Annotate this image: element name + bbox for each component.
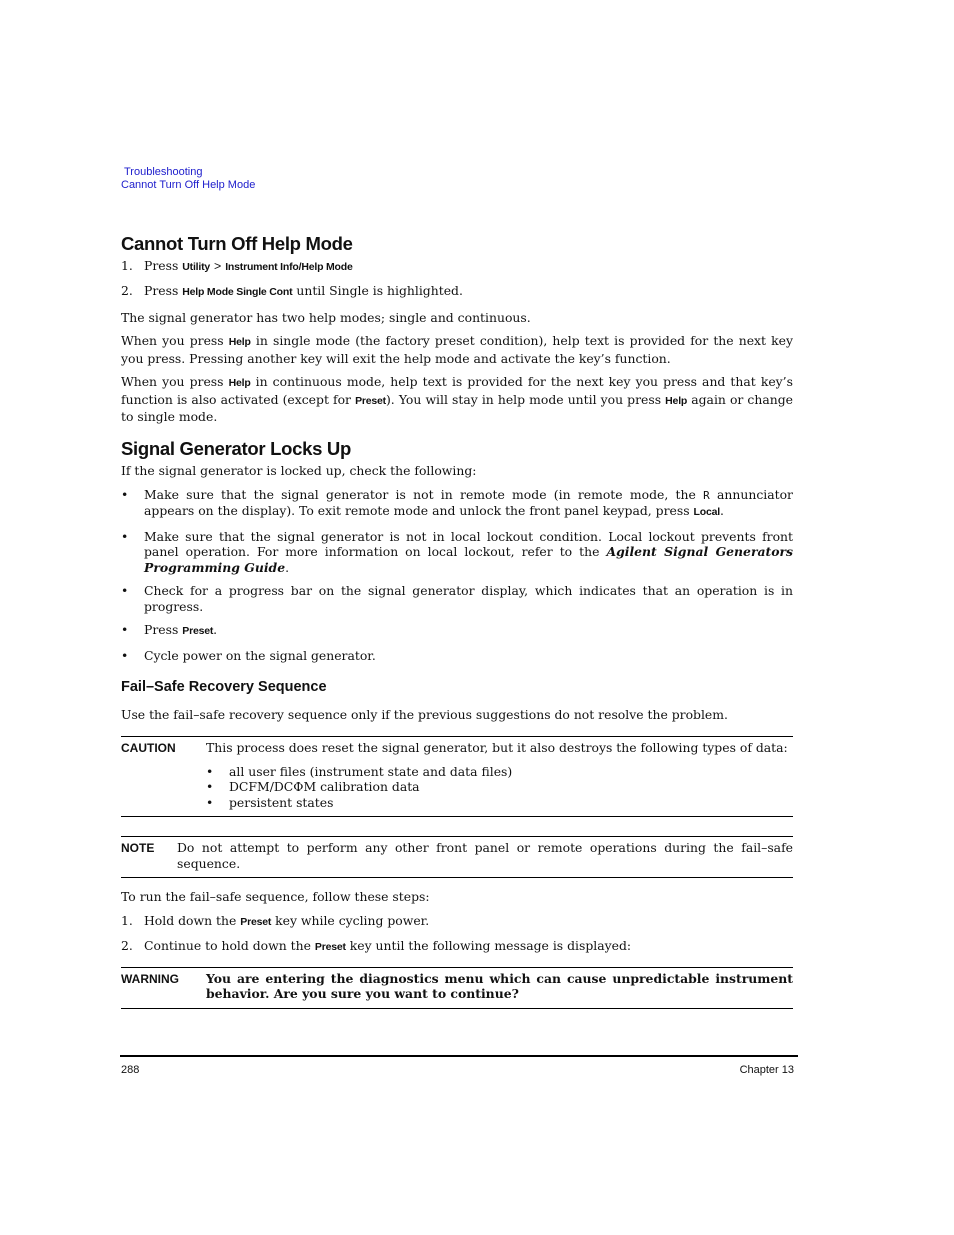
step-number: 2. [121,938,133,953]
key-preset: Preset [240,915,272,928]
paragraph: Use the fail–safe recovery sequence only if the previous suggestions do not resolve the problem. [121,706,728,722]
paragraph: If the signal generator is locked up, check the following: [121,463,477,478]
note-box [121,836,793,878]
paragraph: The signal generator has two help modes; single and continuous. [121,309,531,325]
key-preset: Preset [314,941,346,953]
footer-divider [120,1055,798,1057]
key-utility: Utility [182,260,211,273]
note-text: Do not attempt to perform any other front panel or remote operations during the fail–safe sequence. [177,840,793,871]
paragraph: When you press Help in single mode (the factory preset condition), help text is provided for the next key you press. Pressing another key will exit the help mode and activate the key’s function. [121,333,793,366]
list-item: • Press Preset. [121,622,218,637]
remote-annunciator: R [703,488,710,502]
caution-list [206,764,793,811]
reference-title: Agilent Signal Generators Programming Guide [144,544,793,575]
warning-label: WARNING [121,971,179,986]
paragraph: When you press Help in continuous mode, help text is provided for the next key you press and that key’s function is also activated (except for Preset). You will stay in help mode until you press Help again or change to single mode. [121,374,793,424]
breadcrumb [121,166,255,191]
section-title-help-mode: Cannot Turn Off Help Mode [121,233,353,254]
step-number: 1. [121,257,133,273]
caution-text: This process does reset the signal generator, but it also destroys the following types of data: [206,740,788,755]
key-help: Help [228,377,251,389]
caution-box [121,736,793,817]
list-item: • persistent states [206,794,334,810]
key-preset: Preset [182,625,214,637]
key-help: Help [228,336,251,348]
list-item: • all user files (instrument state and data files) [206,763,513,779]
key-instrument-info: Instrument Info/Help Mode [225,260,353,273]
step-1 [121,258,793,276]
list-item: • Make sure that the signal generator is not in local lockout condition. Local lockout prevents front panel operation. For more information on local lockout, refer to the Agilent Signal Generators Programming Guide. [121,528,793,575]
separator: > [214,258,222,273]
key-help: Help [665,394,688,407]
key-preset: Preset [355,394,386,407]
list-item: • Make sure that the signal generator is not in remote mode (in remote mode, the R annunciator appears on the display). To exit remote mode and unlock the front panel keypad, press Local. [121,486,793,518]
step-2: 2. Continue to hold down the Preset key until the following message is displayed: [121,938,793,956]
key-help-mode: Help Mode Single Cont [182,286,293,298]
step-2 [121,283,793,301]
page-number: 288 [121,1064,140,1076]
list-item: • DCFM/DCΦM calibration data [206,779,420,794]
step-1: 1. Hold down the Preset key while cycling power. [121,913,793,931]
list-item: • Cycle power on the signal generator. [121,647,376,663]
step-text: Press [144,257,179,273]
section-title-locks-up: Signal Generator Locks Up [121,437,351,459]
note-label: NOTE [121,841,155,855]
warning-text: You are entering the diagnostics menu which can cause unpredictable instrument behavior. Are you sure you want to continue? [206,970,793,1001]
step-text: until Single is highlighted. [296,283,463,298]
breadcrumb-link-troubleshooting[interactable]: Troubleshooting [124,166,203,178]
breadcrumb-link-page[interactable]: Cannot Turn Off Help Mode [121,178,256,191]
key-local: Local [693,506,720,518]
step-number: 2. [121,283,133,298]
step-number: 1. [121,912,133,928]
warning-box [121,967,793,1009]
caution-label: CAUTION [121,741,176,755]
paragraph: To run the fail–safe sequence, follow these steps: [121,889,430,904]
subsection-title-fail-safe: Fail–Safe Recovery Sequence [121,679,327,695]
list-item: • Check for a progress bar on the signal generator display, which indicates that an operation is in progress. [121,583,793,614]
page-content [121,233,793,1009]
chapter-label: Chapter 13 [739,1064,794,1076]
step-text: Press [144,283,179,298]
